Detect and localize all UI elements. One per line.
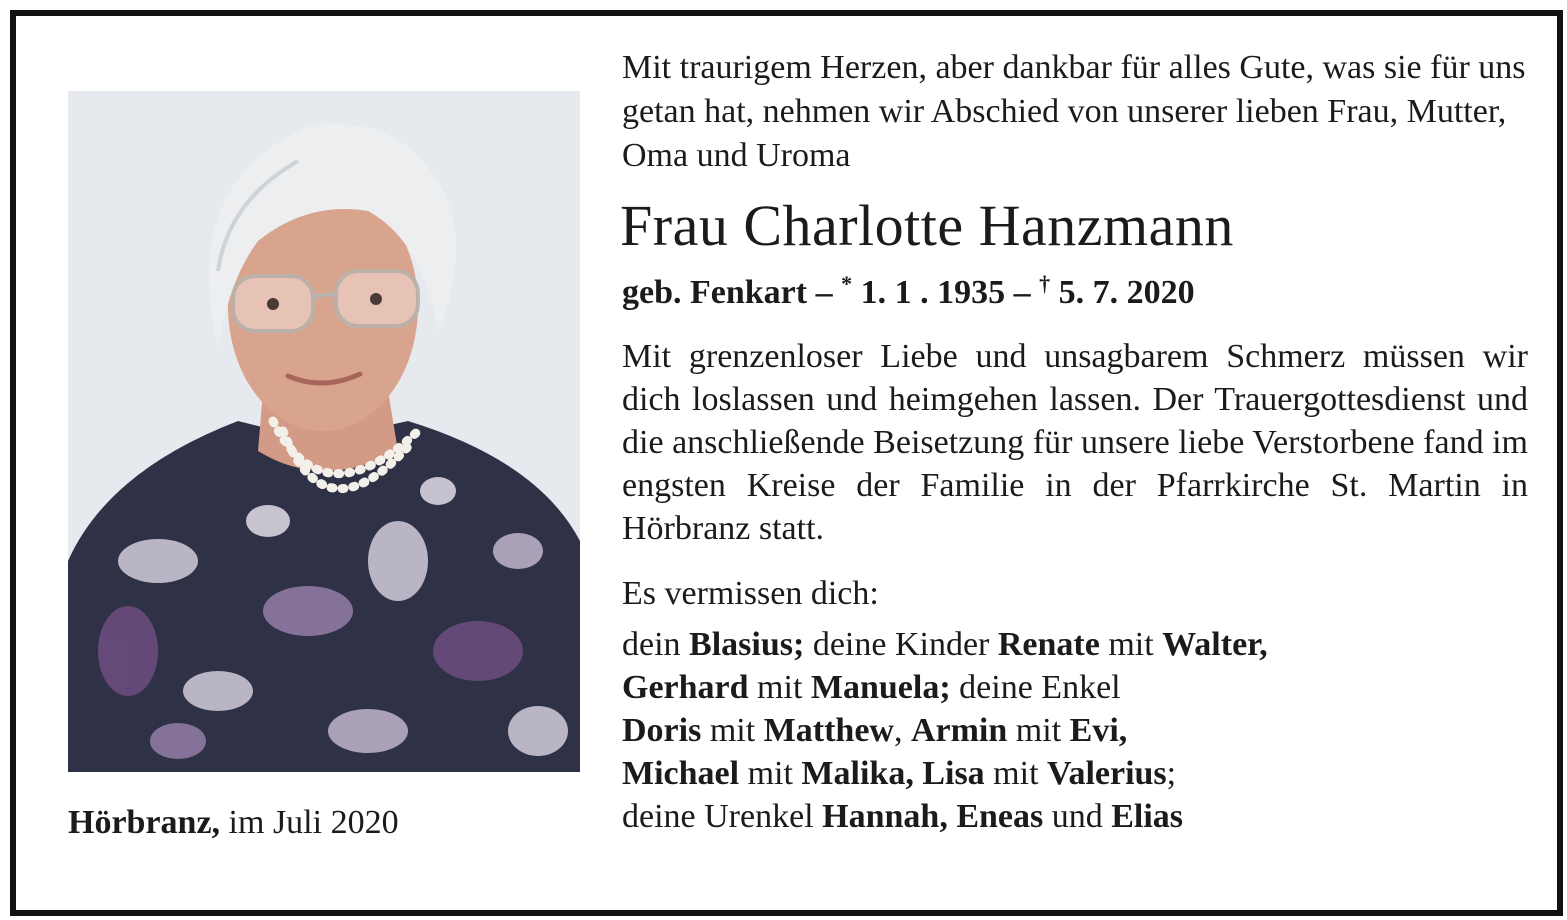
date: im Juli 2020 — [220, 804, 399, 841]
intro-text: Mit traurigem Herzen, aber dankbar für alles Gute, was sie für uns getan hat, nehmen wir Abschied von unserer lieben Frau, Mutter, Oma und Uroma — [622, 49, 1526, 174]
birth-date: 1. 1 . 1935 – — [852, 274, 1040, 311]
family-member-name: Manuela; — [810, 669, 951, 706]
family-text: ; — [1166, 755, 1177, 792]
portrait-photo — [68, 91, 580, 772]
family-text: mit — [748, 669, 811, 706]
family-text: mit — [701, 712, 764, 749]
missed-heading: Es vermissen dich: — [622, 575, 879, 612]
place-and-date — [68, 804, 399, 842]
family-member-name: Walter, — [1162, 626, 1268, 663]
family-member-name: Renate — [997, 626, 1100, 663]
family-member-name: Malika, Lisa — [801, 755, 985, 792]
family-text: und — [1043, 798, 1112, 835]
obituary-card — [10, 10, 1563, 916]
family-line — [622, 795, 1528, 838]
family-member-name: Gerhard — [622, 669, 749, 706]
life-dates — [622, 264, 1528, 313]
death-symbol: † — [1039, 271, 1051, 296]
family-member-name: Doris — [622, 712, 702, 749]
family-text: mit — [1099, 626, 1163, 663]
family-text: mit — [984, 755, 1048, 792]
family-text: deine Urenkel — [622, 798, 823, 835]
family-member-name: Hannah, Eneas — [822, 798, 1044, 835]
family-text: dein — [622, 626, 690, 663]
family-member-name: Michael — [622, 755, 740, 792]
family-member-name: Valerius — [1047, 755, 1167, 792]
family-line — [622, 709, 1528, 752]
deceased-name: Frau Charlotte Hanzmann — [620, 193, 1234, 258]
death-date: 5. 7. 2020 — [1050, 274, 1195, 311]
family-text: , — [893, 712, 911, 749]
service-text: Mit grenzenloser Liebe und unsagbarem Schmerz müssen wir dich loslassen und heimgehen lassen. Der Trauergottesdienst und die anschließende Beisetzung für unsere liebe Verstorbene fand im engsten Kreise der Familie in der Pfarrkirche St. Martin in Hörbranz statt. — [622, 338, 1528, 547]
family-list — [622, 623, 1528, 838]
family-line — [622, 752, 1528, 795]
portrait-image — [68, 91, 580, 772]
family-member-name: Elias — [1111, 798, 1184, 835]
family-member-name: Blasius; — [689, 626, 805, 663]
birth-symbol: * — [841, 271, 853, 296]
family-member-name: Armin — [910, 712, 1008, 749]
family-text: deine Kinder — [804, 626, 998, 663]
family-line — [622, 623, 1528, 666]
family-text: mit — [739, 755, 802, 792]
family-text: deine Enkel — [950, 669, 1121, 706]
text-column — [622, 46, 1528, 838]
family-member-name: Matthew — [763, 712, 894, 749]
family-line — [622, 666, 1528, 709]
family-text: mit — [1007, 712, 1070, 749]
maiden-name: geb. Fenkart – — [622, 274, 842, 311]
family-member-name: Evi, — [1069, 712, 1128, 749]
place: Hörbranz, — [68, 804, 221, 841]
